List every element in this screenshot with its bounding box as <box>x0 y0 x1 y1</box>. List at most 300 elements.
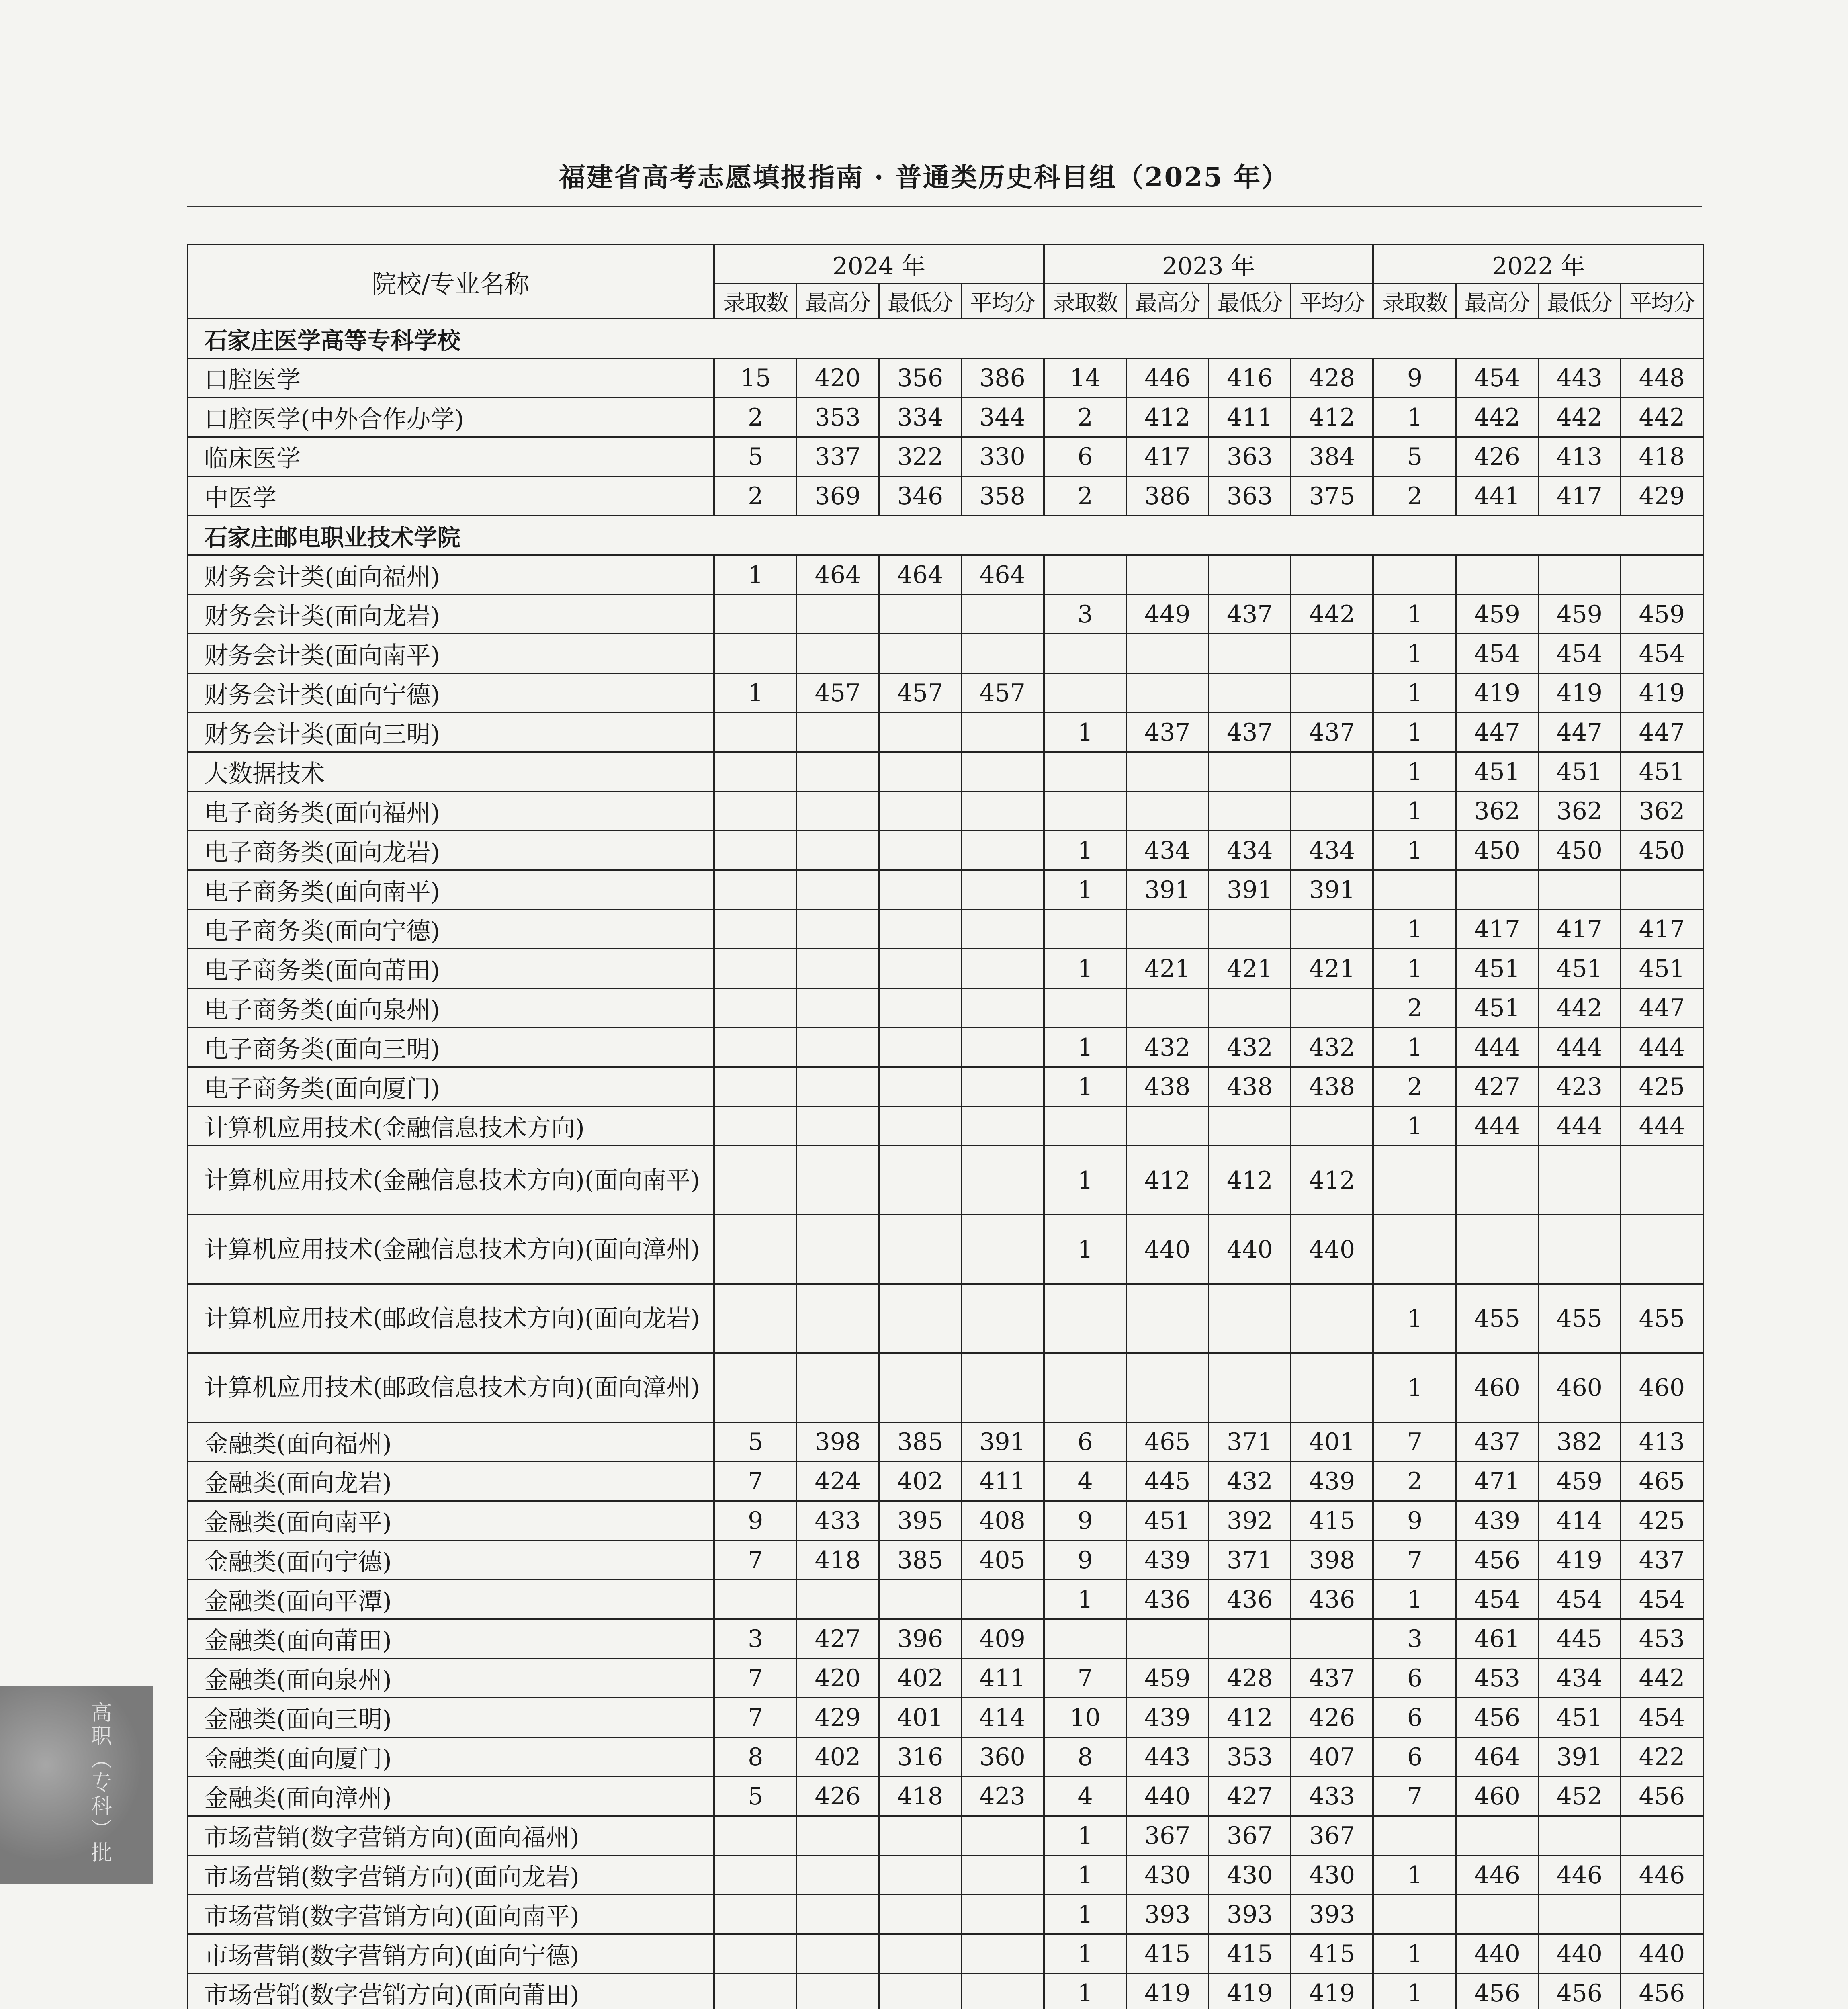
table-row <box>188 398 1703 437</box>
major-name: 口腔医学(中外合作办学) <box>188 398 714 437</box>
table-cell <box>961 1580 1044 1619</box>
table-cell: 385 <box>879 1422 961 1462</box>
table-cell: 411 <box>961 1659 1044 1698</box>
table-cell <box>961 988 1044 1028</box>
table-cell <box>879 1146 961 1215</box>
major-name: 金融类(面向南平) <box>188 1501 714 1541</box>
table-cell: 423 <box>1538 1067 1621 1107</box>
table-cell: 437 <box>1291 1659 1373 1698</box>
table-cell: 1 <box>1044 949 1126 988</box>
table-cell: 464 <box>796 555 879 595</box>
table-cell: 401 <box>879 1698 961 1737</box>
table-cell <box>1044 1353 1126 1422</box>
major-name: 电子商务类(面向宁德) <box>188 910 714 949</box>
table-cell <box>1538 1215 1621 1284</box>
table-cell: 396 <box>879 1619 961 1659</box>
table-cell: 2 <box>714 398 796 437</box>
table-cell <box>714 1107 796 1146</box>
table-cell: 446 <box>1621 1856 1703 1895</box>
table-cell <box>796 1284 879 1353</box>
table-cell: 7 <box>714 1462 796 1501</box>
table-cell: 401 <box>1291 1422 1373 1462</box>
table-cell <box>1538 870 1621 910</box>
major-name: 市场营销(数字营销方向)(面向莆田) <box>188 1974 714 2009</box>
table-cell: 454 <box>1621 1698 1703 1737</box>
table-cell: 415 <box>1209 1934 1291 1974</box>
table-cell: 444 <box>1456 1107 1538 1146</box>
table-cell <box>961 870 1044 910</box>
table-cell: 439 <box>1126 1541 1209 1580</box>
table-cell <box>796 1816 879 1856</box>
table-cell: 414 <box>1538 1501 1621 1541</box>
table-cell: 451 <box>1538 1698 1621 1737</box>
table-cell <box>961 752 1044 792</box>
major-name: 财务会计类(面向南平) <box>188 634 714 673</box>
table-cell: 419 <box>1209 1974 1291 2009</box>
table-cell: 9 <box>1373 358 1456 398</box>
table-cell: 5 <box>714 1422 796 1462</box>
table-cell <box>796 1353 879 1422</box>
table-cell <box>1209 1353 1291 1422</box>
table-cell <box>1126 988 1209 1028</box>
table-cell: 398 <box>1291 1541 1373 1580</box>
table-cell: 337 <box>796 437 879 477</box>
table-cell: 391 <box>1291 870 1373 910</box>
table-cell: 456 <box>1538 1974 1621 2009</box>
table-cell <box>1209 988 1291 1028</box>
table-cell: 1 <box>1044 1856 1126 1895</box>
major-name: 计算机应用技术(金融信息技术方向)(面向漳州) <box>188 1215 714 1284</box>
table-cell: 442 <box>1621 1659 1703 1698</box>
side-tab-label: 高职（专科）批 <box>87 1702 111 1865</box>
table-cell: 437 <box>1126 713 1209 752</box>
table-cell <box>1373 1215 1456 1284</box>
table-cell <box>714 988 796 1028</box>
table-cell: 451 <box>1456 949 1538 988</box>
table-cell: 1 <box>1373 1856 1456 1895</box>
table-cell: 367 <box>1209 1816 1291 1856</box>
sub-header-2: 最低分 <box>1209 284 1291 319</box>
table-cell <box>961 713 1044 752</box>
table-cell <box>879 1353 961 1422</box>
major-name: 电子商务类(面向龙岩) <box>188 831 714 870</box>
table-cell: 450 <box>1538 831 1621 870</box>
major-name: 金融类(面向三明) <box>188 1698 714 1737</box>
table-cell: 423 <box>961 1777 1044 1816</box>
sub-header-2: 最低分 <box>879 284 961 319</box>
table-cell: 419 <box>1291 1974 1373 2009</box>
table-cell: 413 <box>1621 1422 1703 1462</box>
major-name: 临床医学 <box>188 437 714 477</box>
table-cell: 434 <box>1209 831 1291 870</box>
table-cell <box>714 752 796 792</box>
table-cell <box>879 831 961 870</box>
table-cell <box>796 831 879 870</box>
table-cell: 436 <box>1291 1580 1373 1619</box>
table-cell: 1 <box>1044 1215 1126 1284</box>
major-name: 金融类(面向宁德) <box>188 1541 714 1580</box>
table-cell: 371 <box>1209 1541 1291 1580</box>
table-cell <box>1456 1816 1538 1856</box>
table-cell <box>796 752 879 792</box>
table-cell <box>1538 1146 1621 1215</box>
table-cell: 384 <box>1291 437 1373 477</box>
table-cell: 391 <box>1126 870 1209 910</box>
table-cell <box>1291 1107 1373 1146</box>
table-cell: 443 <box>1126 1737 1209 1777</box>
table-cell: 386 <box>1126 477 1209 516</box>
sub-header-0: 录取数 <box>714 284 796 319</box>
table-row <box>188 1107 1703 1146</box>
table-cell <box>1126 673 1209 713</box>
table-cell <box>1373 555 1456 595</box>
table-cell: 455 <box>1456 1284 1538 1353</box>
table-cell: 386 <box>961 358 1044 398</box>
table-cell: 414 <box>961 1698 1044 1737</box>
table-cell: 459 <box>1621 595 1703 634</box>
major-name: 计算机应用技术(金融信息技术方向) <box>188 1107 714 1146</box>
table-cell <box>879 949 961 988</box>
table-cell: 412 <box>1291 398 1373 437</box>
table-cell: 460 <box>1456 1777 1538 1816</box>
table-cell <box>961 1067 1044 1107</box>
table-cell: 1 <box>1044 1974 1126 2009</box>
table-cell <box>796 988 879 1028</box>
table-row <box>188 1215 1703 1284</box>
table-cell <box>1621 1146 1703 1215</box>
table-cell: 454 <box>1456 634 1538 673</box>
table-cell: 407 <box>1291 1737 1373 1777</box>
table-cell: 2 <box>1373 988 1456 1028</box>
major-name: 财务会计类(面向三明) <box>188 713 714 752</box>
table-cell: 1 <box>1373 752 1456 792</box>
table-cell: 2 <box>1373 1462 1456 1501</box>
table-cell <box>796 713 879 752</box>
major-name: 市场营销(数字营销方向)(面向宁德) <box>188 1934 714 1974</box>
table-cell <box>714 1215 796 1284</box>
major-name: 金融类(面向平潭) <box>188 1580 714 1619</box>
table-cell: 459 <box>1456 595 1538 634</box>
table-cell: 440 <box>1621 1934 1703 1974</box>
table-cell <box>879 713 961 752</box>
table-cell <box>1291 673 1373 713</box>
table-cell: 416 <box>1209 358 1291 398</box>
table-cell <box>1209 1619 1291 1659</box>
table-cell <box>714 910 796 949</box>
table-cell <box>879 988 961 1028</box>
table-cell: 1 <box>1373 595 1456 634</box>
table-cell: 419 <box>1538 673 1621 713</box>
table-cell: 454 <box>1456 1580 1538 1619</box>
table-cell: 421 <box>1126 949 1209 988</box>
table-cell: 353 <box>796 398 879 437</box>
table-cell: 451 <box>1126 1501 1209 1541</box>
table-cell: 330 <box>961 437 1044 477</box>
table-cell: 457 <box>961 673 1044 713</box>
table-row <box>188 1501 1703 1541</box>
table-row <box>188 437 1703 477</box>
table-cell: 426 <box>796 1777 879 1816</box>
table-cell: 439 <box>1291 1462 1373 1501</box>
table-cell: 393 <box>1291 1895 1373 1934</box>
table-cell: 369 <box>796 477 879 516</box>
table-cell <box>1044 752 1126 792</box>
table-cell: 418 <box>1621 437 1703 477</box>
table-cell <box>1291 1353 1373 1422</box>
table-cell: 464 <box>1456 1737 1538 1777</box>
table-cell: 447 <box>1621 713 1703 752</box>
table-cell: 1 <box>1044 713 1126 752</box>
table-cell: 402 <box>796 1737 879 1777</box>
table-cell: 1 <box>1373 1028 1456 1067</box>
table-cell: 322 <box>879 437 961 477</box>
table-row <box>188 752 1703 792</box>
table-cell: 3 <box>714 1619 796 1659</box>
table-cell: 434 <box>1538 1659 1621 1698</box>
table-cell: 425 <box>1621 1501 1703 1541</box>
table-cell: 5 <box>714 1777 796 1816</box>
table-cell: 418 <box>879 1777 961 1816</box>
table-cell: 437 <box>1209 713 1291 752</box>
table-cell: 2 <box>1373 477 1456 516</box>
table-cell <box>1044 673 1126 713</box>
table-cell: 446 <box>1538 1856 1621 1895</box>
table-cell: 449 <box>1126 595 1209 634</box>
table-cell <box>961 1353 1044 1422</box>
table-cell: 1 <box>1373 831 1456 870</box>
table-cell <box>1126 752 1209 792</box>
table-row <box>188 1462 1703 1501</box>
table-cell: 392 <box>1209 1501 1291 1541</box>
table-cell: 464 <box>879 555 961 595</box>
table-cell: 419 <box>1538 1541 1621 1580</box>
table-row <box>188 477 1703 516</box>
table-cell: 450 <box>1621 831 1703 870</box>
table-cell: 415 <box>1291 1501 1373 1541</box>
table-cell: 1 <box>1044 1146 1126 1215</box>
table-cell <box>1291 1619 1373 1659</box>
table-cell: 9 <box>1373 1501 1456 1541</box>
table-row <box>188 713 1703 752</box>
table-cell: 420 <box>796 358 879 398</box>
table-row <box>188 1698 1703 1737</box>
table-cell: 432 <box>1209 1462 1291 1501</box>
table-cell <box>1373 1146 1456 1215</box>
table-cell: 456 <box>1456 1974 1538 2009</box>
table-cell <box>961 1215 1044 1284</box>
table-cell <box>961 1934 1044 1974</box>
table-cell <box>1621 1895 1703 1934</box>
table-cell: 446 <box>1456 1856 1538 1895</box>
table-cell: 459 <box>1538 1462 1621 1501</box>
table-cell: 1 <box>1044 831 1126 870</box>
table-cell <box>1209 752 1291 792</box>
table-cell <box>1538 1895 1621 1934</box>
table-cell: 412 <box>1209 1698 1291 1737</box>
table-cell: 440 <box>1126 1777 1209 1816</box>
table-row <box>188 555 1703 595</box>
table-cell <box>1209 792 1291 831</box>
table-cell: 459 <box>1538 595 1621 634</box>
table-cell: 464 <box>961 555 1044 595</box>
table-row <box>188 1353 1703 1422</box>
table-cell: 1 <box>1373 949 1456 988</box>
table-cell <box>1621 1215 1703 1284</box>
table-cell <box>961 1028 1044 1067</box>
table-cell <box>961 1895 1044 1934</box>
table-cell <box>1538 555 1621 595</box>
major-name: 电子商务类(面向三明) <box>188 1028 714 1067</box>
table-cell <box>714 1895 796 1934</box>
table-row <box>188 1777 1703 1816</box>
table-cell: 460 <box>1538 1353 1621 1422</box>
table-cell <box>1373 1895 1456 1934</box>
table-cell: 456 <box>1456 1541 1538 1580</box>
table-cell: 442 <box>1456 398 1538 437</box>
table-cell <box>714 1284 796 1353</box>
table-cell: 393 <box>1126 1895 1209 1934</box>
table-cell: 439 <box>1456 1501 1538 1541</box>
table-cell: 419 <box>1621 673 1703 713</box>
table-cell <box>796 1895 879 1934</box>
major-name: 电子商务类(面向福州) <box>188 792 714 831</box>
major-name: 电子商务类(面向莆田) <box>188 949 714 988</box>
table-cell: 422 <box>1621 1737 1703 1777</box>
table-cell: 353 <box>1209 1737 1291 1777</box>
table-cell: 1 <box>1044 870 1126 910</box>
table-cell <box>796 1067 879 1107</box>
major-name: 金融类(面向龙岩) <box>188 1462 714 1501</box>
table-row <box>188 1284 1703 1353</box>
major-name: 财务会计类(面向福州) <box>188 555 714 595</box>
table-cell <box>961 1146 1044 1215</box>
table-cell: 3 <box>1373 1619 1456 1659</box>
table-cell: 455 <box>1538 1284 1621 1353</box>
table-row <box>188 634 1703 673</box>
sub-header-2: 最低分 <box>1538 284 1621 319</box>
year-header-2022: 2022 年 <box>1373 245 1703 284</box>
table-cell: 427 <box>796 1619 879 1659</box>
table-row <box>188 831 1703 870</box>
table-cell <box>961 1816 1044 1856</box>
table-cell: 442 <box>1291 595 1373 634</box>
table-cell: 412 <box>1126 1146 1209 1215</box>
table-cell: 459 <box>1126 1659 1209 1698</box>
table-cell: 1 <box>1044 1028 1126 1067</box>
table-cell <box>1044 1107 1126 1146</box>
table-cell: 454 <box>1621 1580 1703 1619</box>
table-cell <box>1044 988 1126 1028</box>
major-name: 金融类(面向漳州) <box>188 1777 714 1816</box>
table-cell: 440 <box>1209 1215 1291 1284</box>
table-cell <box>1291 752 1373 792</box>
table-cell <box>796 1107 879 1146</box>
table-cell: 8 <box>714 1737 796 1777</box>
table-cell: 433 <box>796 1501 879 1541</box>
table-cell: 456 <box>1621 1777 1703 1816</box>
table-cell <box>961 1284 1044 1353</box>
table-cell: 367 <box>1126 1816 1209 1856</box>
major-name: 财务会计类(面向宁德) <box>188 673 714 713</box>
table-cell <box>1456 1146 1538 1215</box>
table-cell: 1 <box>1373 713 1456 752</box>
header-rule <box>187 206 1702 207</box>
table-cell: 408 <box>961 1501 1044 1541</box>
table-cell: 3 <box>1044 595 1126 634</box>
school-row <box>188 516 1703 555</box>
major-name: 金融类(面向厦门) <box>188 1737 714 1777</box>
major-name: 市场营销(数字营销方向)(面向龙岩) <box>188 1856 714 1895</box>
table-cell <box>714 1067 796 1107</box>
table-cell <box>1126 792 1209 831</box>
table-cell <box>796 910 879 949</box>
year-header-2024: 2024 年 <box>714 245 1044 284</box>
table-cell: 391 <box>1538 1737 1621 1777</box>
table-cell: 432 <box>1126 1028 1209 1067</box>
table-cell <box>961 831 1044 870</box>
table-cell <box>714 1353 796 1422</box>
table-cell: 438 <box>1209 1067 1291 1107</box>
table-cell: 1 <box>1044 1816 1126 1856</box>
table-cell: 1 <box>1373 1284 1456 1353</box>
sub-header-1: 最高分 <box>1456 284 1538 319</box>
table-cell <box>1291 634 1373 673</box>
table-cell <box>1126 1284 1209 1353</box>
major-name: 财务会计类(面向龙岩) <box>188 595 714 634</box>
table-cell: 460 <box>1456 1353 1538 1422</box>
table-cell <box>879 1215 961 1284</box>
table-cell <box>1209 673 1291 713</box>
table-cell: 421 <box>1209 949 1291 988</box>
table-cell: 426 <box>1456 437 1538 477</box>
table-cell: 437 <box>1291 713 1373 752</box>
table-cell <box>1209 634 1291 673</box>
table-cell <box>714 870 796 910</box>
sub-header-1: 最高分 <box>1126 284 1209 319</box>
school-name: 石家庄医学高等专科学校 <box>188 319 1703 358</box>
table-cell: 2 <box>1373 1067 1456 1107</box>
major-name: 大数据技术 <box>188 752 714 792</box>
table-cell: 7 <box>1373 1777 1456 1816</box>
table-cell: 445 <box>1126 1462 1209 1501</box>
table-cell: 434 <box>1126 831 1209 870</box>
table-row <box>188 1934 1703 1974</box>
table-cell <box>714 1816 796 1856</box>
table-cell <box>1044 634 1126 673</box>
table-cell: 427 <box>1209 1777 1291 1816</box>
table-cell: 15 <box>714 358 796 398</box>
table-cell <box>714 792 796 831</box>
table-cell: 441 <box>1456 477 1538 516</box>
column-header-name: 院校/专业名称 <box>188 245 714 319</box>
table-cell: 415 <box>1291 1934 1373 1974</box>
table-cell: 429 <box>796 1698 879 1737</box>
table-cell: 424 <box>796 1462 879 1501</box>
table-cell: 393 <box>1209 1895 1291 1934</box>
table-cell <box>1291 1284 1373 1353</box>
sub-header-0: 录取数 <box>1373 284 1456 319</box>
table-row <box>188 910 1703 949</box>
table-cell: 346 <box>879 477 961 516</box>
table-cell: 438 <box>1291 1067 1373 1107</box>
table-cell: 6 <box>1044 437 1126 477</box>
table-cell <box>879 1028 961 1067</box>
table-cell: 451 <box>1621 752 1703 792</box>
table-cell <box>1621 870 1703 910</box>
table-cell: 9 <box>1044 1501 1126 1541</box>
table-cell: 5 <box>1373 437 1456 477</box>
table-cell <box>796 595 879 634</box>
